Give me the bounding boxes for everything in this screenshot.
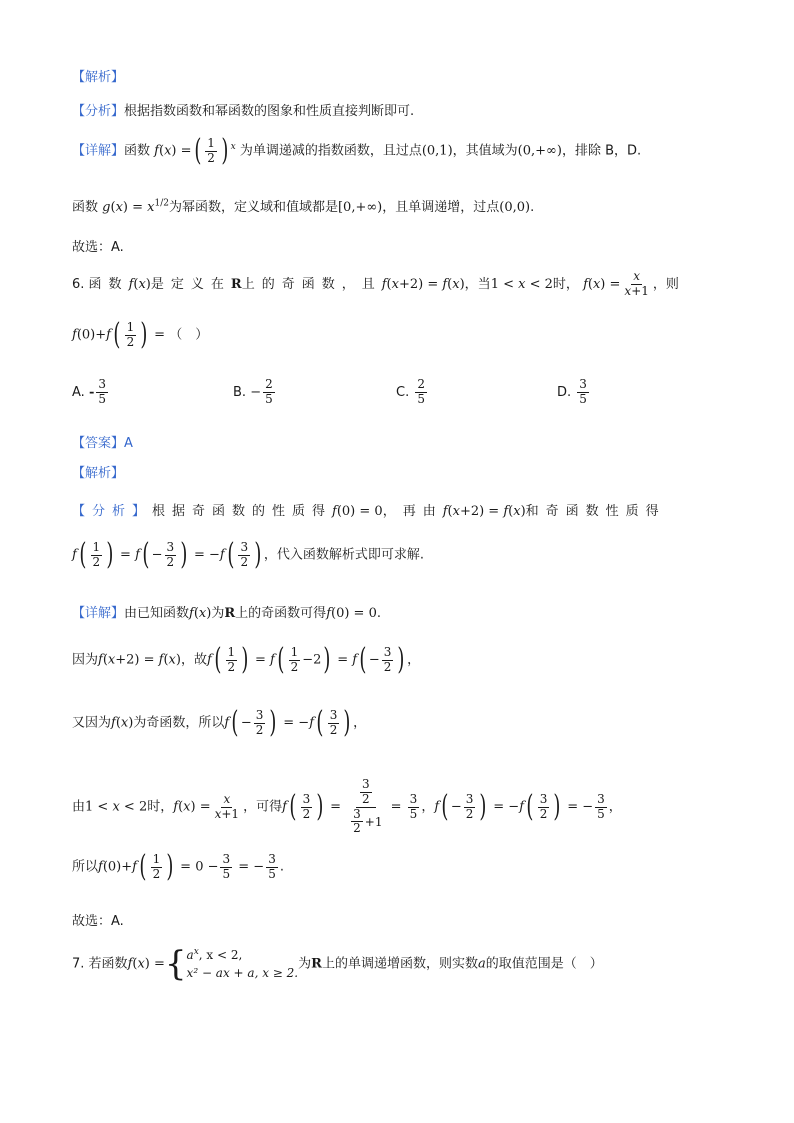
q6-num: 6. xyxy=(72,276,85,292)
question-6-stem: 6. 函数f(x)是定义在R上的奇函数，且f(x+2) = f(x)，当1 < x < 2时， f(x) = $\frac{x}{x+1}$ ，则 xyxy=(72,269,679,298)
analysis-text: 根据指数函数和幂函数的图象和性质直接判断即可. xyxy=(124,104,415,119)
analysis-6-tag: 【分析】 xyxy=(72,504,153,519)
option-c-den: 5 xyxy=(417,391,425,406)
analysis-header-6: 【解析】 xyxy=(72,466,125,481)
option-a-num: 3 xyxy=(98,377,106,391)
option-a-den: 5 xyxy=(98,391,106,406)
analysis-tag: 【分析】 xyxy=(72,104,125,119)
q6-stem-a: 函数 xyxy=(88,276,129,292)
detail-line-1: 【详解】函数 f(x) =( $\frac{1}{2}$ ) $^x$ 为单调递减的指数函数，且过点(0,1)，其值域为(0,+∞)，排除 B，D. xyxy=(72,133,642,168)
option-b-num: 2 xyxy=(265,377,273,391)
option-d-label: D. xyxy=(557,384,572,400)
choose-6: 故选：A. xyxy=(72,914,124,929)
option-d[interactable] xyxy=(557,378,591,407)
q6-stem-b: 是定义在 xyxy=(150,276,231,292)
analysis-6-line-1: 【分析】根据奇函数的性质得f(0) = 0，再由f(x+2) = f(x)和奇函数性质得 xyxy=(72,504,666,519)
detail-line-2: 函数 $g(x) = x^{1/2}$为幂函数，定义域和值域都是[0,+∞)，且单调递增，过点(0,0). xyxy=(72,198,535,215)
option-a-label: A. xyxy=(72,384,85,400)
detail-6-l3-a: 因为 xyxy=(72,652,99,668)
detail-6-a: 由已知函数 xyxy=(124,606,190,621)
detail-6-tag: 【详解】 xyxy=(72,606,125,621)
option-c-num: 2 xyxy=(417,377,425,391)
analysis-6-c: 和奇函数性质得 xyxy=(525,504,666,519)
detail-pre: 函数 xyxy=(124,143,151,159)
option-c-label: C. xyxy=(396,384,410,400)
q6-stem-c: 上的奇函数，且 xyxy=(241,276,382,292)
q7-stem-c: 上的单调递增函数，则实数 xyxy=(321,956,478,972)
detail-6-l4-a: 又因为 xyxy=(72,715,112,731)
question-6-expression: f(0)+f( $\frac{1}{2}$ ) = （ ） xyxy=(72,317,209,352)
detail-6-line-3: 又因为f(x)为奇函数，所以f( − $\frac{3}{2}$ ) = −f( $\frac{3}{2}$ ) ， xyxy=(72,705,367,740)
q7-stem-b: 为 xyxy=(298,956,312,972)
detail-6-l4-b: 为奇函数，所以 xyxy=(133,715,225,731)
detail-6-l3-b: ，故 xyxy=(180,652,207,668)
q7-case1: a xyxy=(186,948,194,962)
option-c[interactable] xyxy=(396,378,429,407)
detail-6-l6-a: 所以 xyxy=(72,859,99,875)
q7-num: 7. xyxy=(72,956,85,972)
detail-6-line-1: 【详解】由已知函数f(x)为R上的奇函数可得f(0) = 0. xyxy=(72,606,381,621)
answer-header: 【答案】A xyxy=(72,436,133,451)
detail-mid2: ，其值域为 xyxy=(452,143,518,159)
q6-stem-e: 时， xyxy=(552,276,579,292)
q7-case1-cond: , x < 2, xyxy=(198,948,243,962)
option-a-sign: - xyxy=(88,384,95,400)
option-b[interactable] xyxy=(233,378,277,407)
q6-blank: （ ） xyxy=(169,327,209,343)
detail-6-l5-a: 由 xyxy=(72,799,86,815)
detail-tag: 【详解】 xyxy=(72,143,125,159)
detail-6-line-4: 由1 < x < 2时，f(x) = $\frac{x}{x+1}$ ，可得f( $\frac{3}{2}$ ) = $\frac{3}{2}$ $\frac{3}{2}$ +1 = $\frac{3}{5}$ ，f( − $\frac{3}{2}$ ) = −f( $\frac{3}{2}$ ) = − $\frac{3}{5}$ ， xyxy=(72,777,622,836)
line2-mid: 为幂函数，定义域和值域都是 xyxy=(168,200,338,215)
detail-6-line-2: 因为f(x+2) = f(x)，故f( $\frac{1}{2}$ ) = f( $\frac{1}{2}$ −2) = f( − $\frac{3}{2}$ ) ， xyxy=(72,642,421,677)
analysis-6-a: 根据奇函数的性质得 xyxy=(152,504,333,519)
option-a[interactable] xyxy=(72,378,110,407)
detail-6-line-5: 所以f(0)+f( $\frac{1}{2}$ ) = 0 − $\frac{3}{5}$ = − $\frac{3}{5}$ . xyxy=(72,849,284,884)
option-d-num: 3 xyxy=(579,377,587,391)
q7-case2: x² − ax + a, x ≥ 2. xyxy=(186,966,299,980)
analysis-line xyxy=(72,100,414,119)
analysis-header: 【解析】 xyxy=(72,70,125,85)
q6-stem-f: ，则 xyxy=(652,276,679,292)
option-d-den: 5 xyxy=(579,391,587,406)
q6-stem-d: ，当 xyxy=(464,276,491,292)
option-b-sign: − xyxy=(250,384,262,400)
analysis-6-line-2: f( $\frac{1}{2}$ ) = f( − $\frac{3}{2}$ ) = −f( $\frac{3}{2}$ ) ，代入函数解析式即可求解. xyxy=(72,537,424,572)
detail-6-l5-c: ，可得 xyxy=(243,799,283,815)
option-b-den: 5 xyxy=(265,391,273,406)
question-7-stem: 7. 若函数f(x) ={ $a^x$, x < 2, x² − ax + a, x ≥ 2. 为R上的单调递增函数，则实数a的取值范围是（ ） xyxy=(72,944,603,984)
line2-mid2: ，且单调递增，过点 xyxy=(382,200,500,215)
analysis-6-b: ，再由 xyxy=(382,504,443,519)
detail-6-l5-b: 时， xyxy=(147,799,174,815)
detail-6-c: 上的奇函数可得 xyxy=(235,606,327,621)
choose-5: 故选：A. xyxy=(72,240,124,255)
option-b-label: B. xyxy=(233,384,247,400)
q7-stem-a: 若函数 xyxy=(88,956,128,972)
line2-pre: 函数 xyxy=(72,200,99,215)
detail-mid: 为单调递减的指数函数，且过点 xyxy=(239,143,422,159)
detail-end: ，排除 B，D. xyxy=(561,143,642,159)
analysis-6-d: ，代入函数解析式即可求解. xyxy=(263,547,424,563)
detail-6-b: 为 xyxy=(211,606,225,621)
q7-stem-d: 的取值范围是（ ） xyxy=(485,956,603,972)
